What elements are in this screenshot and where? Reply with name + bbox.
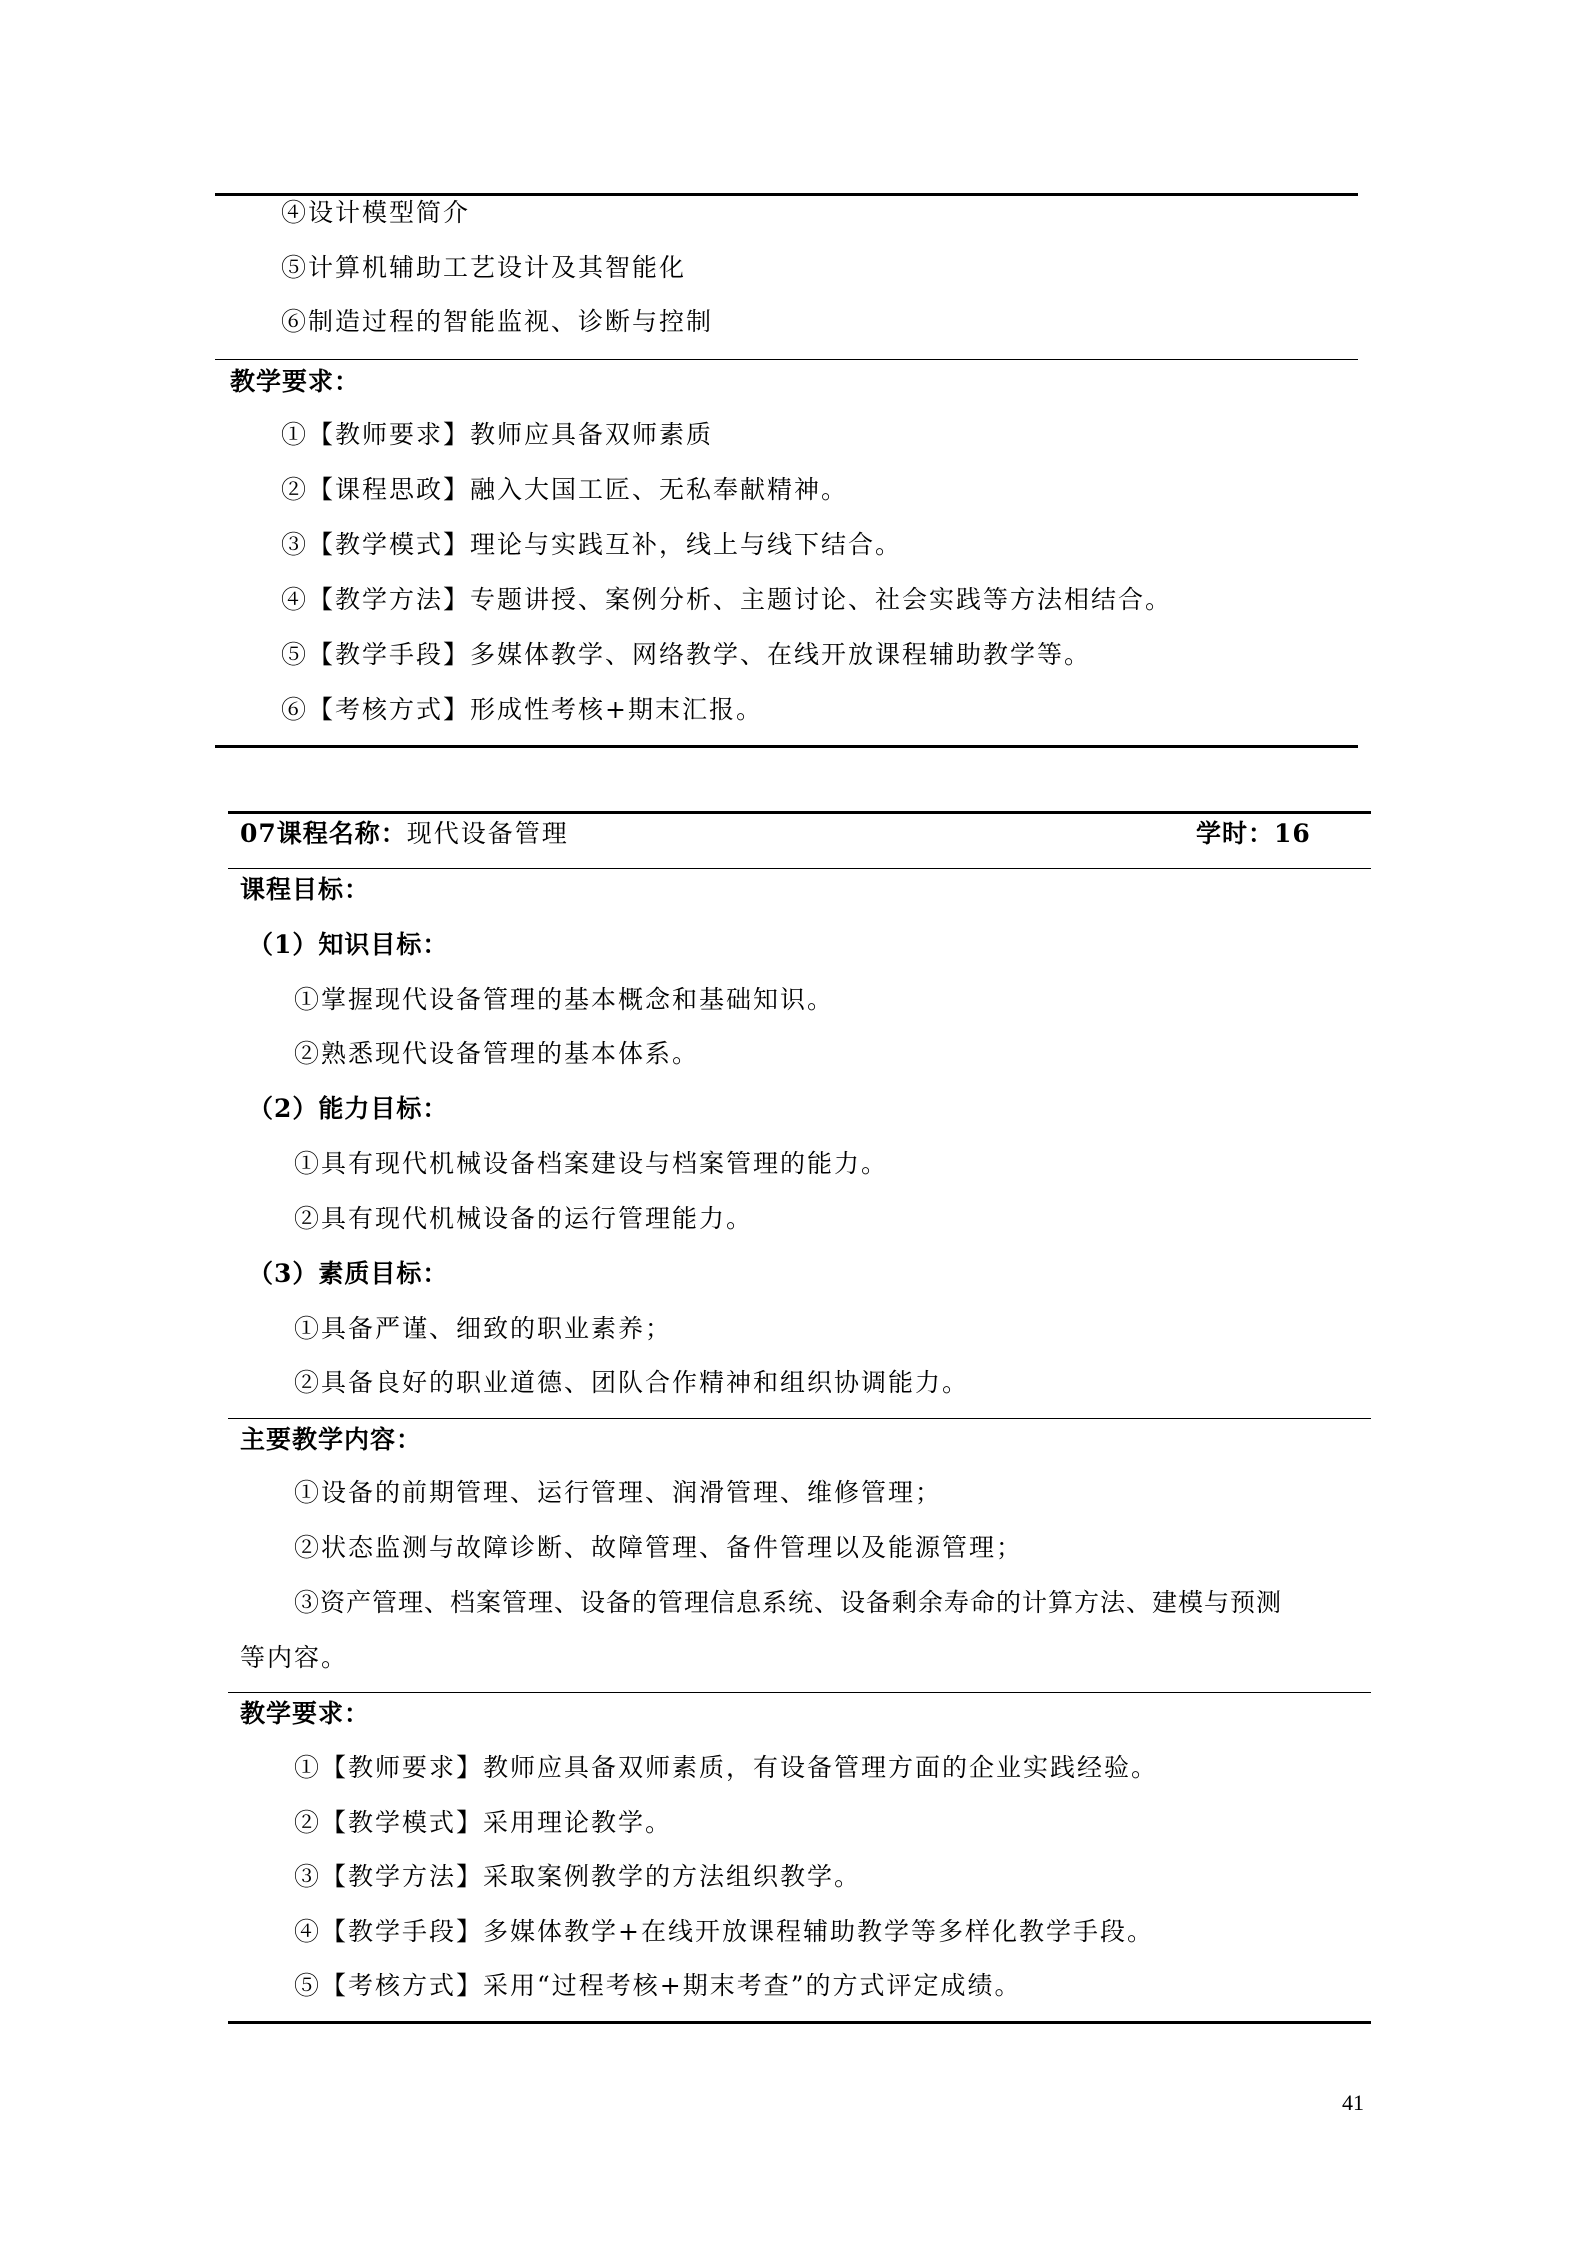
requirements-heading: 教学要求：: [240, 1699, 371, 1728]
course-name-row: [240, 817, 569, 851]
requirement-item: ②【课程思政】融入大国工匠、无私奉献精神。: [281, 475, 849, 504]
hours-value: 16: [1274, 819, 1311, 848]
knowledge-item: ①掌握现代设备管理的基本概念和基础知识。: [294, 985, 835, 1014]
goal-heading: 课程目标：: [240, 875, 371, 904]
requirement-item: ①【教师要求】教师应具备双师素质，有设备管理方面的企业实践经验。: [294, 1753, 1159, 1782]
requirement-item: ④【教学手段】多媒体教学+在线开放课程辅助教学等多样化教学手段。: [294, 1917, 1154, 1946]
requirement-item: ③【教学模式】理论与实践互补，线上与线下结合。: [281, 530, 903, 559]
requirements-heading: 教学要求：: [230, 367, 361, 396]
section-divider: [215, 359, 1358, 360]
requirement-item: ③【教学方法】采取案例教学的方法组织教学。: [294, 1862, 862, 1891]
course-name-label: 07课程名称：: [240, 819, 407, 848]
requirement-item: ①【教师要求】教师应具备双师素质: [281, 420, 714, 449]
content-item: ③资产管理、档案管理、设备的管理信息系统、设备剩余寿命的计算方法、建模与预测: [294, 1588, 1283, 1617]
section-divider: [228, 1692, 1371, 1693]
ability-heading: （2）能力目标：: [248, 1094, 449, 1123]
requirement-item: ⑤【考核方式】采用“过程考核+期末考查”的方式评定成绩。: [294, 1971, 1022, 2000]
section-divider: [228, 1418, 1371, 1419]
hours-label: 学时：: [1196, 819, 1275, 848]
content-item: ①设备的前期管理、运行管理、润滑管理、维修管理；: [294, 1478, 943, 1507]
quality-item: ②具备良好的职业道德、团队合作精神和组织协调能力。: [294, 1368, 970, 1397]
content-heading: 主要教学内容：: [240, 1425, 423, 1454]
requirement-item: ⑤【教学手段】多媒体教学、网络教学、在线开放课程辅助教学等。: [281, 640, 1092, 669]
page-number: 41: [1342, 2090, 1364, 2115]
course-name-value: 现代设备管理: [406, 819, 569, 848]
requirement-item: ②【教学模式】采用理论教学。: [294, 1808, 673, 1837]
requirement-item: ④【教学方法】专题讲授、案例分析、主题讨论、社会实践等方法相结合。: [281, 585, 1173, 614]
quality-item: ①具备严谨、细致的职业素养；: [294, 1314, 673, 1343]
content-item: ②状态监测与故障诊断、故障管理、备件管理以及能源管理；: [294, 1533, 1024, 1562]
ability-item: ①具有现代机械设备档案建设与档案管理的能力。: [294, 1149, 889, 1178]
knowledge-heading: （1）知识目标：: [248, 930, 449, 959]
course-hours: [1196, 817, 1311, 851]
content-item: ⑥制造过程的智能监视、诊断与控制: [281, 307, 714, 336]
content-item: ④设计模型简介: [281, 198, 471, 227]
course-top-rule: [228, 811, 1371, 814]
section-divider: [228, 868, 1371, 869]
block-end-rule: [215, 745, 1358, 748]
content-item: ⑤计算机辅助工艺设计及其智能化: [281, 253, 687, 282]
ability-item: ②具有现代机械设备的运行管理能力。: [294, 1204, 754, 1233]
requirement-item: ⑥【考核方式】形成性考核+期末汇报。: [281, 695, 763, 724]
knowledge-item: ②熟悉现代设备管理的基本体系。: [294, 1039, 700, 1068]
content-item-continued: 等内容。: [240, 1643, 349, 1672]
quality-heading: （3）素质目标：: [248, 1259, 449, 1288]
course-bottom-rule: [228, 2021, 1371, 2024]
